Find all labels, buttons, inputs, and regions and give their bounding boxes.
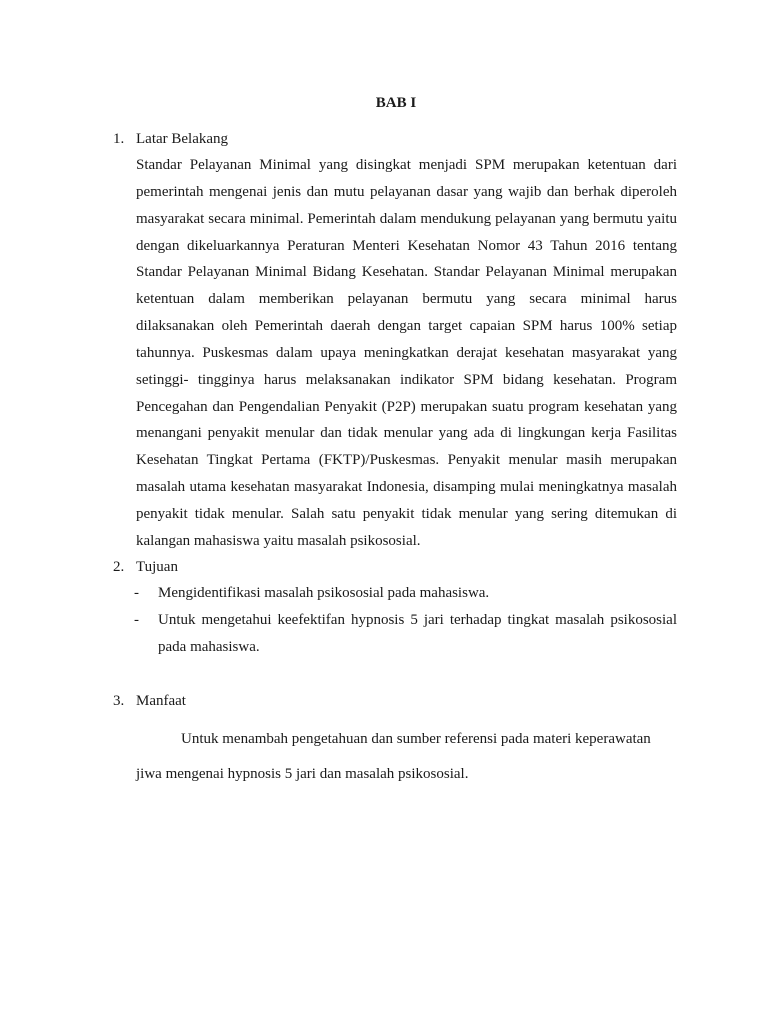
section-number: 3.: [113, 693, 125, 709]
manfaat-text-line: jiwa mengenai hypnosis 5 jari dan masalah psikososial.: [136, 766, 469, 782]
tujuan-bullet-item: Mengidentifikasi masalah psikososial pada mahasiswa.: [158, 585, 490, 601]
latar-belakang-paragraph: Standar Pelayanan Minimal yang disingkat menjadi SPM merupakan ketentuan dari pemerintah mengenai jenis dan mutu pelayanan dasar yang wajib dan berhak diperoleh masyarakat secara minimal. Pemerintah dalam mendukung pelayanan yang bermutu yaitu dengan dikeluarkannya Peraturan Menteri Kesehatan Nomor 43 Tahun 2016 tentang Standar Pelayanan Minimal Bidang Kesehatan. Standar Pelayanan Minimal merupakan ketentuan dalam memberikan pelayanan bermutu yang secara minimal harus dilaksanakan oleh Pemerintah daerah dengan target capaian SPM harus 100% setiap tahunnya. Puskesmas dalam upaya meningkatkan derajat kesehatan masyarakat yang setinggi- tingginya harus melaksanakan indikator SPM bidang kesehatan. Program Pencegahan dan Pengendalian Penyakit (P2P) merupakan suatu program kesehatan yang menangani penyakit menular dan tidak menular yang ada di lingkungan kerja Fasilitas Kesehatan Tingkat Pertama (FKTP)/Puskesmas. Penyakit menular masih merupakan masalah utama kesehatan masyarakat Indonesia, disamping mulai meningkatnya masalah penyakit tidak menular. Salah satu penyakit tidak menular yang sering ditemukan di kalangan mahasiswa yaitu masalah psikososial.: [136, 157, 677, 549]
bullet-marker: -: [134, 585, 139, 601]
manfaat-text-line: Untuk menambah pengetahuan dan sumber referensi pada materi keperawatan: [181, 731, 651, 747]
bullet-marker: -: [134, 612, 139, 628]
section-heading-tujuan: Tujuan: [136, 559, 178, 575]
section-number: 2.: [113, 559, 125, 575]
section-heading-latar-belakang: Latar Belakang: [136, 131, 229, 147]
section-number: 1.: [113, 131, 125, 147]
chapter-title: BAB I: [375, 95, 417, 111]
section-heading-manfaat: Manfaat: [136, 693, 186, 709]
tujuan-bullet-item: Untuk mengetahui keefektifan hypnosis 5 jari terhadap tingkat masalah psikososial pada mahasiswa.: [158, 612, 677, 655]
